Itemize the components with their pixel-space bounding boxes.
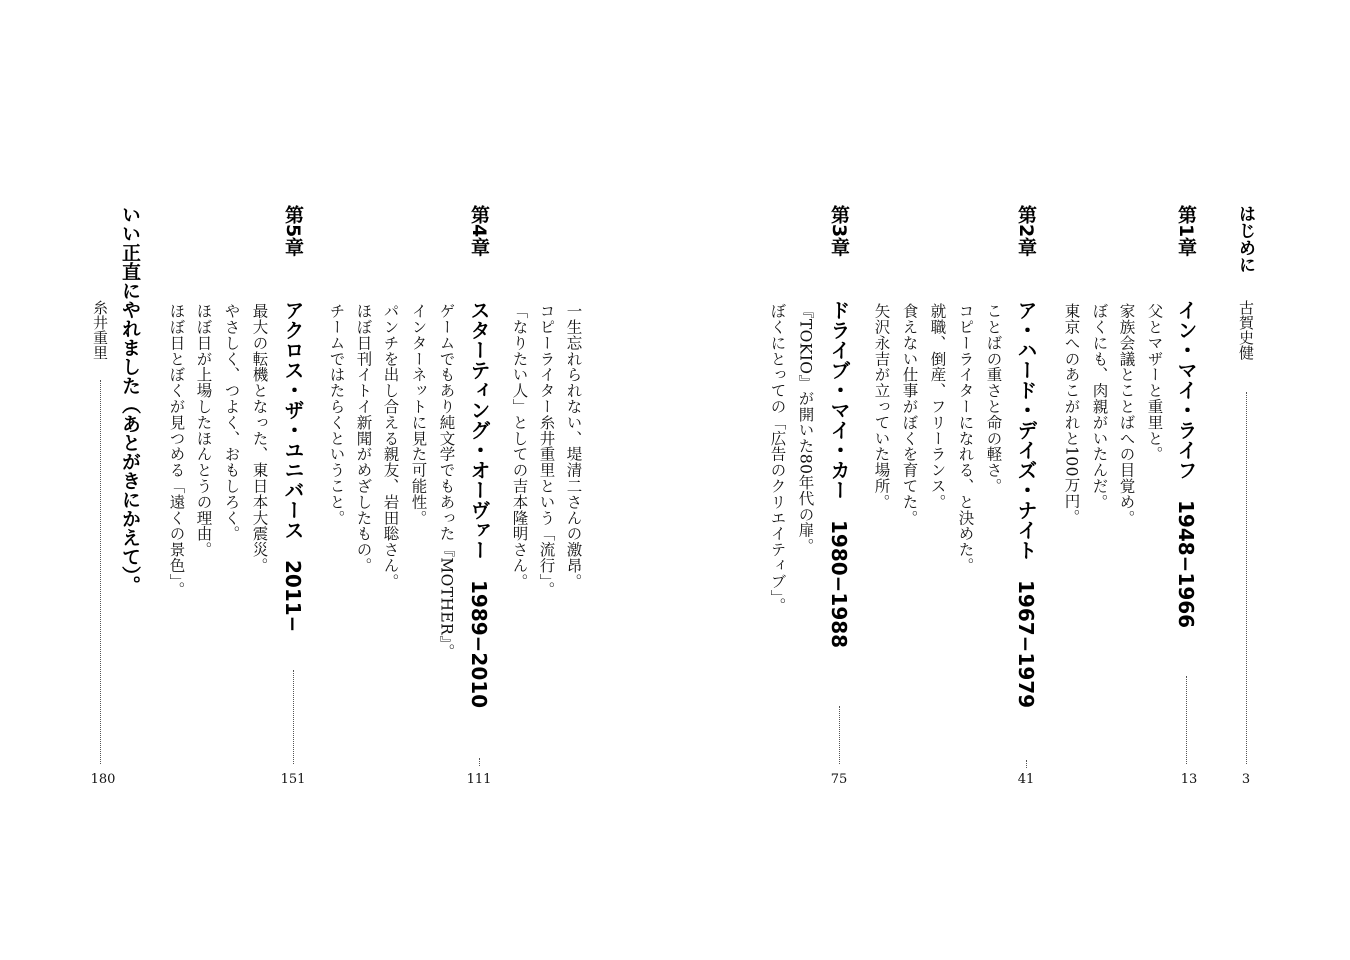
afterword-title[interactable]: いい正直にやれました（あとがきにかえて）。 [119, 205, 141, 595]
chapter-1-label: 第1章 [1175, 205, 1197, 257]
chapter-2-summary-2: コピーライターになれる、と決めた。 [956, 303, 975, 574]
chapter-1-summary-2: 家族会議とことばへの目覚め。 [1117, 303, 1136, 526]
chapter-5-summary-2: やさしく、つよく、おもしろく。 [222, 303, 241, 542]
chapter-5-summary-4: ほぼ日とぼくが見つめる「遠くの景色」。 [167, 303, 186, 598]
chapter-2-page-number: 41 [1017, 772, 1035, 787]
afterword-leader [100, 380, 101, 764]
chapter-2-summary-4: 食えない仕事がぼくを育てた。 [900, 303, 919, 526]
chapter-3-summary-2: ぼくにとっての「広告のクリエイティブ」。 [768, 303, 787, 614]
chapter-4-summary-8: チームではたらくということ。 [327, 303, 346, 526]
chapter-4-summary-3: 「なりたい人」としての吉本隆明さん。 [510, 303, 529, 590]
chapter-1-summary-4: 東京へのあこがれと100万円。 [1062, 303, 1081, 525]
chapter-4-summary-7: ほぼ日刊イトイ新聞がめざしたもの。 [354, 303, 373, 574]
chapter-4-summary-5: インターネットに見た可能性。 [409, 303, 428, 526]
chapter-5-summary-3: ほぼ日が上場したほんとうの理由。 [194, 303, 213, 558]
preface-author: 古賀史健 [1237, 300, 1255, 360]
chapter-4-summary-4: ゲームでもあり純文学でもあった『MOTHER』。 [437, 303, 456, 660]
preface-title[interactable]: はじめに [1235, 205, 1255, 273]
chapter-5-leader [293, 670, 294, 764]
chapter-5-summary-1: 最大の転機となった、東日本大震災。 [250, 303, 269, 574]
chapter-4-summary-6: パンチを出し合える親友、岩田聡さん。 [381, 303, 400, 590]
chapter-2-title[interactable]: ア・ハード・デイズ・ナイト 1967−1979 [1014, 300, 1038, 709]
afterword-page-number: 180 [90, 772, 116, 787]
chapter-4-summary-2: コピーライター糸井重里という「流行」。 [537, 303, 556, 598]
chapter-3-summary-1: 『TOKIO』が開いた80年代の扉。 [796, 303, 815, 554]
preface-page-number: 3 [1241, 772, 1251, 787]
chapter-1-title[interactable]: イン・マイ・ライフ 1948−1966 [1174, 300, 1198, 629]
chapter-3-page-number: 75 [830, 772, 848, 787]
afterword-author: 糸井重里 [91, 300, 109, 360]
chapter-3-title[interactable]: ドライブ・マイ・カー 1980−1988 [827, 300, 851, 649]
chapter-5-label: 第5章 [282, 205, 304, 257]
chapter-2-summary-3: 就職、倒産、フリーランス。 [928, 303, 947, 510]
chapter-1-summary-1: 父とマザーと重里と。 [1145, 303, 1164, 462]
chapter-2-label: 第2章 [1015, 205, 1037, 257]
chapter-1-summary-3: ぼくにも、肉親がいたんだ。 [1090, 303, 1109, 510]
chapter-2-leader [1026, 760, 1027, 768]
chapter-4-summary-1: 一生忘れられない、堤清二さんの激昂。 [564, 303, 583, 590]
chapter-1-leader [1186, 676, 1187, 764]
chapter-3-label: 第3章 [828, 205, 850, 257]
chapter-4-label: 第4章 [468, 205, 490, 257]
chapter-2-summary-1: ことばの重さと命の軽さ。 [984, 303, 1003, 494]
chapter-4-page-number: 111 [466, 772, 492, 787]
chapter-4-title[interactable]: スターティング・オーヴァー 1989−2010 [467, 300, 491, 709]
preface-leader [1246, 392, 1247, 764]
chapter-2-summary-5: 矢沢永吉が立っていた場所。 [872, 303, 891, 510]
chapter-5-title[interactable]: アクロス・ザ・ユニバース 2011− [281, 300, 305, 633]
chapter-4-leader [479, 758, 480, 766]
chapter-1-page-number: 13 [1180, 772, 1198, 787]
chapter-5-page-number: 151 [280, 772, 306, 787]
chapter-3-leader [839, 706, 840, 764]
